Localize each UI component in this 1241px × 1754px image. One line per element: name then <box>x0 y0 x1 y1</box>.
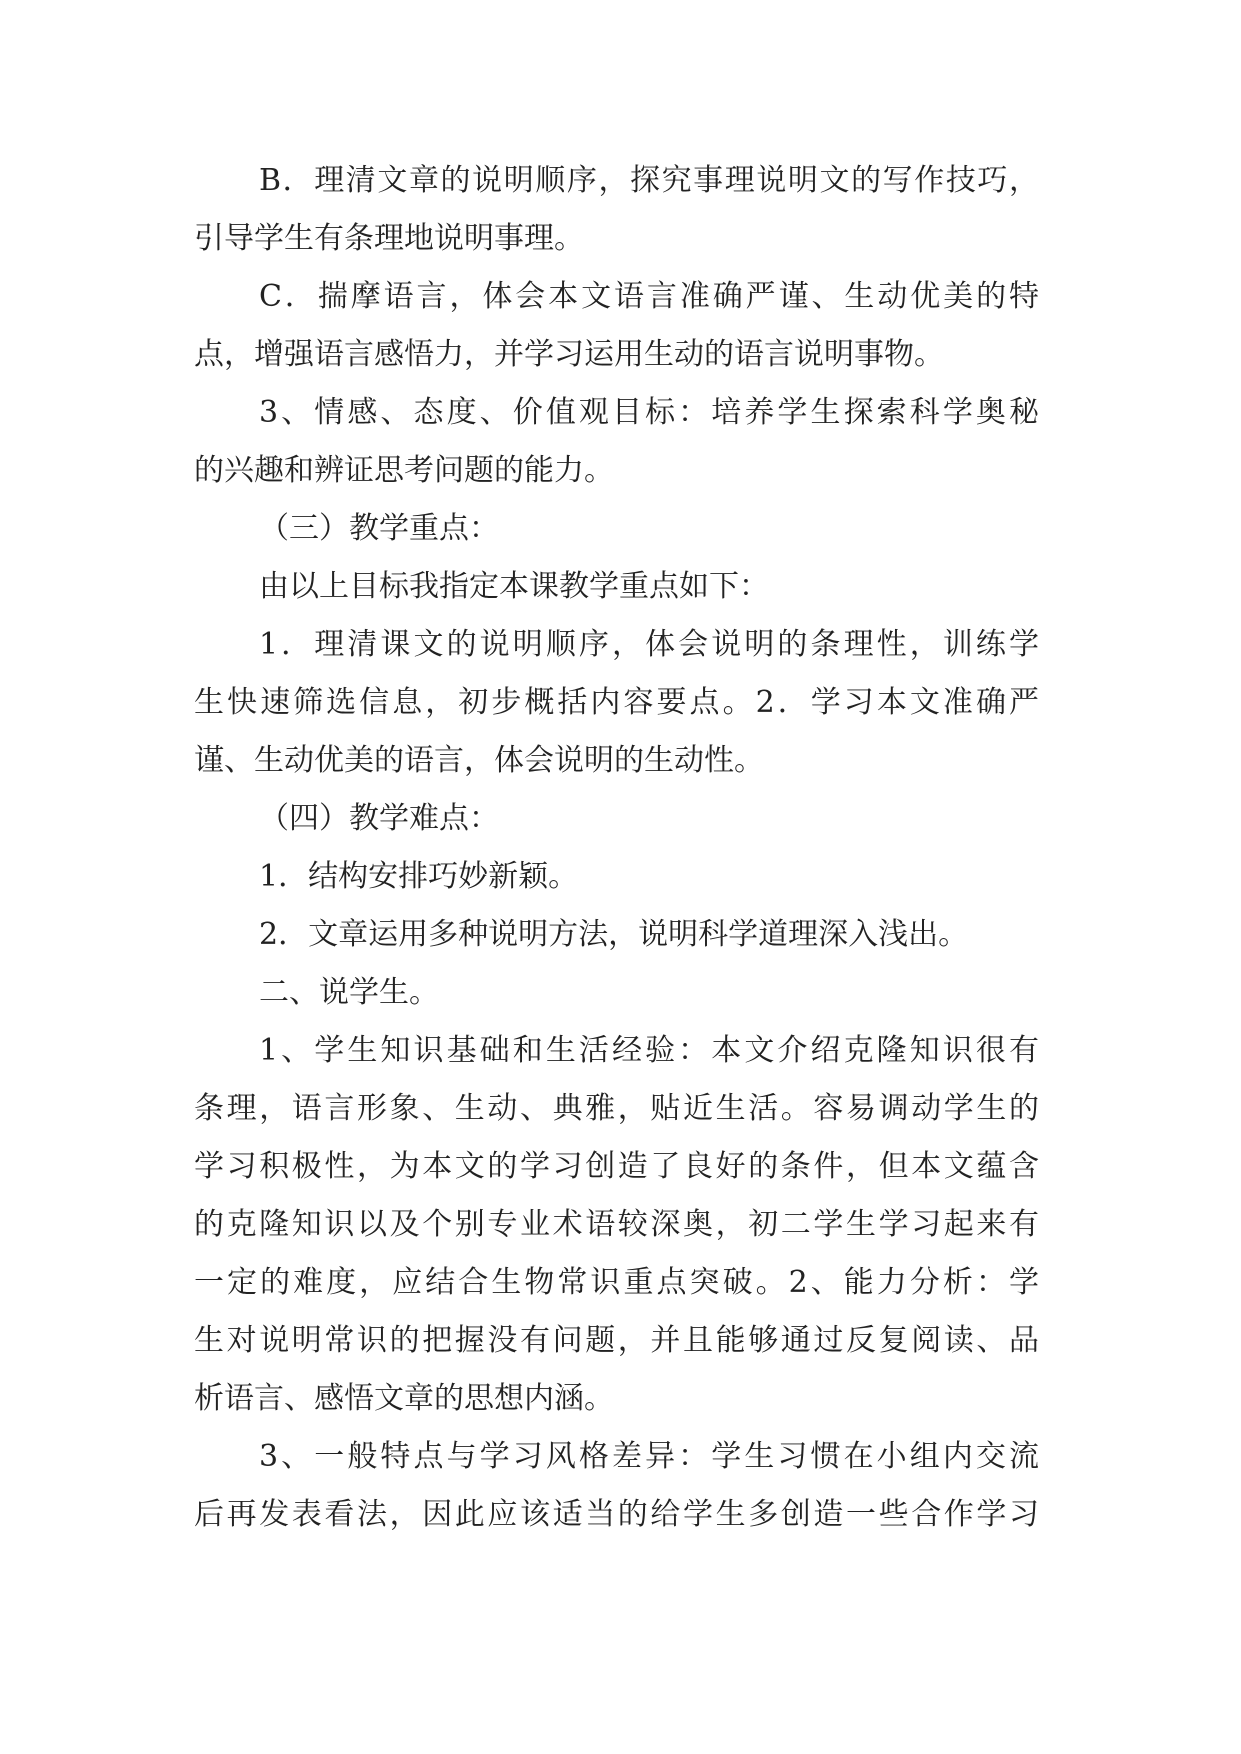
text-line: 2．文章运用多种说明方法，说明科学道理深入浅出。 <box>259 917 969 952</box>
text-line: 1．理清课文的说明顺序，体会说明的条理性，训练学 <box>259 627 1039 662</box>
text-line: 析语言、感悟文章的思想内涵。 <box>194 1381 614 1416</box>
text-line: 条理，语言形象、生动、典雅，贴近生活。容易调动学生的 <box>194 1091 1039 1126</box>
text-line: 一定的难度，应结合生物常识重点突破。2、能力分析：学 <box>194 1265 1039 1300</box>
text-line: 的兴趣和辨证思考问题的能力。 <box>194 453 614 488</box>
text-line: 生快速筛选信息，初步概括内容要点。2．学习本文准确严 <box>194 685 1039 720</box>
text-line: 二、说学生。 <box>259 975 439 1010</box>
text-line: 3、一般特点与学习风格差异：学生习惯在小组内交流 <box>259 1439 1039 1474</box>
text-line: 1、学生知识基础和生活经验：本文介绍克隆知识很有 <box>259 1033 1039 1068</box>
document-body <box>194 152 1039 1544</box>
text-line: C．揣摩语言，体会本文语言准确严谨、生动优美的特 <box>259 279 1039 314</box>
text-line: 学习积极性，为本文的学习创造了良好的条件，但本文蕴含 <box>194 1149 1039 1184</box>
text-line: 引导学生有条理地说明事理。 <box>194 221 584 256</box>
text-line: 点，增强语言感悟力，并学习运用生动的语言说明事物。 <box>194 337 944 372</box>
text-line: 生对说明常识的把握没有问题，并且能够通过反复阅读、品 <box>194 1323 1039 1358</box>
text-line: （三）教学重点： <box>259 511 499 546</box>
text-line: 由以上目标我指定本课教学重点如下： <box>259 569 769 604</box>
text-line: 的克隆知识以及个别专业术语较深奥，初二学生学习起来有 <box>194 1207 1039 1242</box>
text-line: 3、情感、态度、价值观目标：培养学生探索科学奥秘 <box>259 395 1039 430</box>
text-line: 后再发表看法，因此应该适当的给学生多创造一些合作学习 <box>194 1497 1039 1532</box>
text-line: B．理清文章的说明顺序，探究事理说明文的写作技巧， <box>259 163 1039 198</box>
text-line: 1．结构安排巧妙新颖。 <box>259 859 579 894</box>
text-line: （四）教学难点： <box>259 801 499 836</box>
text-line: 谨、生动优美的语言，体会说明的生动性。 <box>194 743 764 778</box>
